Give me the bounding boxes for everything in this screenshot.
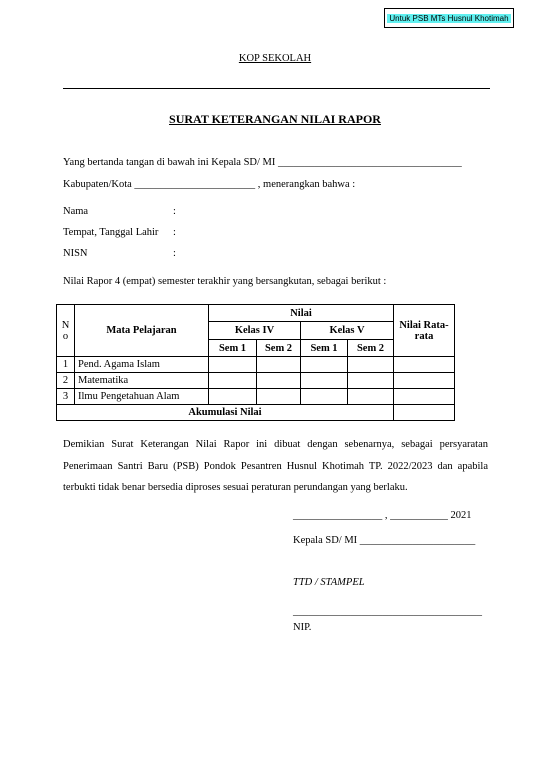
col-header-kelas-4: Kelas IV: [209, 322, 301, 340]
field-colon: :: [173, 227, 176, 238]
grade-cell: [301, 373, 348, 389]
col-header-sem: Sem 1: [209, 340, 257, 357]
grade-cell: [257, 373, 301, 389]
field-colon: :: [173, 248, 176, 259]
intro-line-1: Yang bertanda tangan di bawah ini Kepala SD/ MI ___________________________________: [63, 157, 462, 168]
grade-cell: [209, 357, 257, 373]
row-subject: Pend. Agama Islam: [75, 357, 209, 373]
grade-cell: [301, 389, 348, 405]
col-header-sem: Sem 2: [257, 340, 301, 357]
grades-table: [56, 304, 455, 421]
header-stamp: [384, 8, 514, 28]
field-colon: :: [173, 206, 176, 217]
grade-cell: [257, 357, 301, 373]
col-header-no: N o: [57, 305, 75, 357]
intro-line-2: Kabupaten/Kota _______________________ , menerangkan bahwa :: [63, 179, 356, 190]
signature-name-line: ____________________________________: [293, 606, 482, 617]
signature-date-line: _________________ , ___________ 2021: [293, 510, 472, 521]
col-header-subject: Mata Pelajaran: [75, 305, 209, 357]
total-label: Akumulasi Nilai: [57, 405, 394, 421]
field-label-nama: Nama: [63, 206, 89, 217]
header-rule: [63, 88, 490, 89]
row-no: 1: [57, 357, 75, 373]
col-header-sem: Sem 1: [301, 340, 348, 357]
stamp-text: Untuk PSB MTs Husnul Khotimah: [389, 13, 509, 23]
signature-nip: NIP.: [293, 622, 312, 633]
grade-cell: [301, 357, 348, 373]
row-no: 3: [57, 389, 75, 405]
signature-ttd: TTD / STAMPEL: [293, 577, 365, 588]
grade-cell: [348, 373, 394, 389]
table-row: [57, 373, 455, 389]
total-row: [57, 405, 455, 421]
grade-cell: [257, 389, 301, 405]
grade-cell: [209, 389, 257, 405]
col-header-nilai: Nilai: [209, 305, 394, 322]
average-cell: [394, 373, 455, 389]
col-header-average: Nilai Rata-rata: [394, 305, 455, 357]
kop-sekolah: KOP SEKOLAH: [238, 53, 312, 64]
grade-cell: [348, 357, 394, 373]
total-cell: [394, 405, 455, 421]
row-no: 2: [57, 373, 75, 389]
field-label-nisn: NISN: [63, 248, 88, 259]
average-cell: [394, 357, 455, 373]
row-subject: Matematika: [75, 373, 209, 389]
grade-cell: [209, 373, 257, 389]
table-intro: Nilai Rapor 4 (empat) semester terakhir yang bersangkutan, sebagai berikut :: [63, 276, 387, 287]
row-subject: Ilmu Pengetahuan Alam: [75, 389, 209, 405]
document-title: SURAT KETERANGAN NILAI RAPOR: [169, 112, 381, 126]
field-label-ttl: Tempat, Tanggal Lahir: [63, 227, 159, 238]
col-header-sem: Sem 2: [348, 340, 394, 357]
grade-cell: [348, 389, 394, 405]
signature-role: Kepala SD/ MI ______________________: [293, 535, 476, 546]
table-row: [57, 389, 455, 405]
closing-paragraph: Demikian Surat Keterangan Nilai Rapor ini dibuat dengan sebenarnya, sebagai persyaratan Penerimaan Santri Baru (PSB) Pondok Pesantren Husnul Khotimah TP. 2022/2023 dan apabila terbukti tidak benar bersedia diproses sesuai peraturan perundangan yang berlaku.: [63, 439, 488, 493]
table-row: [57, 357, 455, 373]
average-cell: [394, 389, 455, 405]
col-header-kelas-5: Kelas V: [301, 322, 394, 340]
